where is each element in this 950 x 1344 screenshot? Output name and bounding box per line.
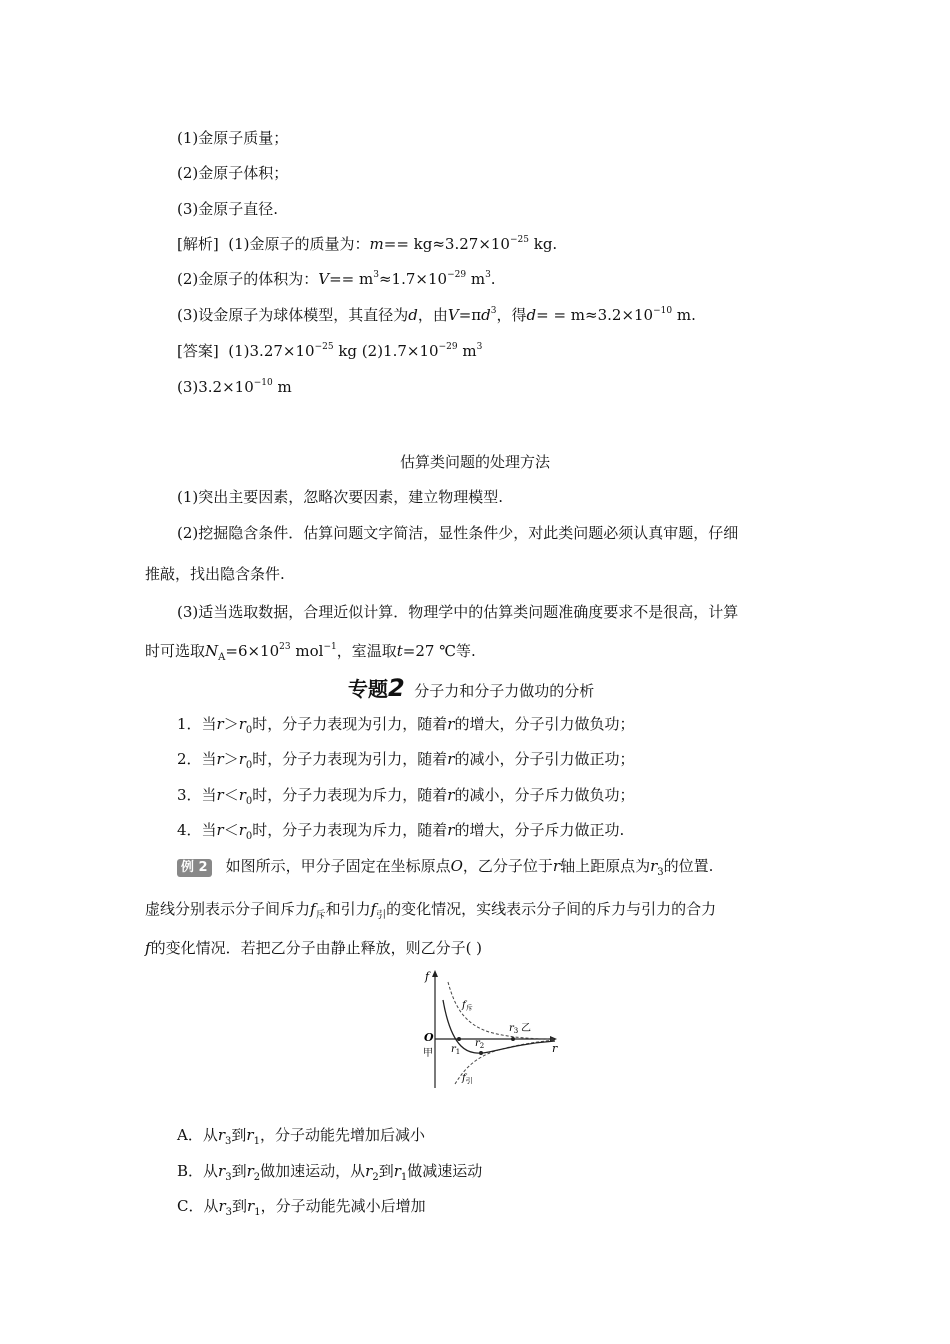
r-axis-label: r xyxy=(552,1042,558,1055)
topic-number: 2 xyxy=(388,674,405,702)
example-badge: 例 2 xyxy=(177,859,212,877)
example-line-3: f的变化情况．若把乙分子由静止释放，则乙分子( ) xyxy=(145,939,483,957)
problem-part-3: (3)金原子直径. xyxy=(177,200,279,218)
analysis-label: [解析] xyxy=(177,235,219,253)
rule-item: 4．当$r<r_0$时，分子力表现为斥力，随着r的增大，分子斥力做正功. xyxy=(177,821,625,842)
option-b: B．从$r_3$到$r_2$做加速运动，从$r_2$到$r_1$做减速运动 xyxy=(177,1162,483,1183)
answer-line-2: $(3)3.2\times 10^{-10}$ m xyxy=(177,378,292,396)
topic-label: 专题 xyxy=(348,677,388,701)
resultant-force-curve xyxy=(443,1000,555,1053)
origin-label: O xyxy=(424,1031,434,1044)
rule-item: 1．当$r>r_0$时，分子力表现为引力，随着r的增大，分子引力做负功； xyxy=(177,715,635,736)
repulsive-force-label: $f_斥$ xyxy=(462,1000,473,1012)
attractive-force-label: $f_引$ xyxy=(462,1073,473,1085)
r1-label: $r_1$ xyxy=(451,1044,461,1056)
r3-label: $r_3$ xyxy=(509,1023,519,1035)
problem-part-2: (2)金原子体积； xyxy=(177,164,289,182)
r3-point xyxy=(511,1037,515,1041)
method-item-2-line-2: 推敲，找出隐含条件. xyxy=(145,565,285,583)
example-line-2: 虚线分别表示分子间斥力$f_斥$和引力$f_引$的变化情况，实线表示分子间的斥力与引力的合力 xyxy=(145,900,717,921)
method-item-3-line-2: 时可选取$N_A=6\times 10^{23}$ mol$^{-1}$，室温取t=27 ℃等. xyxy=(145,642,476,663)
f-axis-label: f xyxy=(425,970,430,983)
r1-point xyxy=(457,1037,461,1041)
method-item-2-line-1: (2)挖掘隐含条件．估算问题文字简洁，显性条件少，对此类问题必须认真审题，仔细 xyxy=(177,524,739,542)
analysis-line-3: (3)设金原子为球体模型，其直径为d，由$V=\pi d^3$，得$d= = m\approx 3.2\times 10^{-10}$ m. xyxy=(177,306,696,324)
method-title: 估算类问题的处理方法 xyxy=(399,453,550,471)
analysis-line-1: [解析] (1)金原子的质量为：$m== kg\approx 3.27\times 10^{-25}$ kg. xyxy=(177,235,558,253)
rule-item: 3．当$r<r_0$时，分子力表现为斥力，随着r的减小，分子斥力做负功； xyxy=(177,786,635,807)
analysis-line-2: (2)金原子的体积为：$V== m^3\approx 1.7\times 10^{-29}$ $m^3$. xyxy=(177,270,496,288)
option-a: A．从$r_3$到$r_1$，分子动能先增加后减小 xyxy=(177,1126,425,1147)
r2-point xyxy=(479,1051,483,1055)
rule-item: 2．当$r>r_0$时，分子力表现为引力，随着r的减小，分子引力做正功； xyxy=(177,750,635,771)
answer-line-1: [答案] $(1)3.27\times 10^{-25}$ kg $(2)1.7\times 10^{-29}$ $m^3$ xyxy=(177,342,483,360)
problem-part-1: (1)金原子质量； xyxy=(177,129,289,147)
r2-label: $r_2$ xyxy=(475,1038,485,1050)
option-c: C．从$r_3$到$r_1$，分子动能先减小后增加 xyxy=(177,1197,426,1218)
example-line-1: 例 2 如图所示，甲分子固定在坐标原点O，乙分子位于r轴上距原点为$r_3$的位置. xyxy=(177,856,713,879)
force-graph-figure xyxy=(415,968,575,1092)
f-axis-arrow-icon xyxy=(432,970,438,977)
topic-title: 分子力和分子力做功的分析 xyxy=(414,682,595,700)
yi-label: 乙 xyxy=(521,1023,531,1034)
method-item-1: (1)突出主要因素，忽略次要因素，建立物理模型. xyxy=(177,488,504,506)
topic-heading xyxy=(348,674,594,705)
answer-label: [答案] xyxy=(177,342,219,360)
jia-label: 甲 xyxy=(423,1048,433,1059)
method-item-3-line-1: (3)适当选取数据，合理近似计算．物理学中的估算类问题准确度要求不是很高，计算 xyxy=(177,603,739,621)
